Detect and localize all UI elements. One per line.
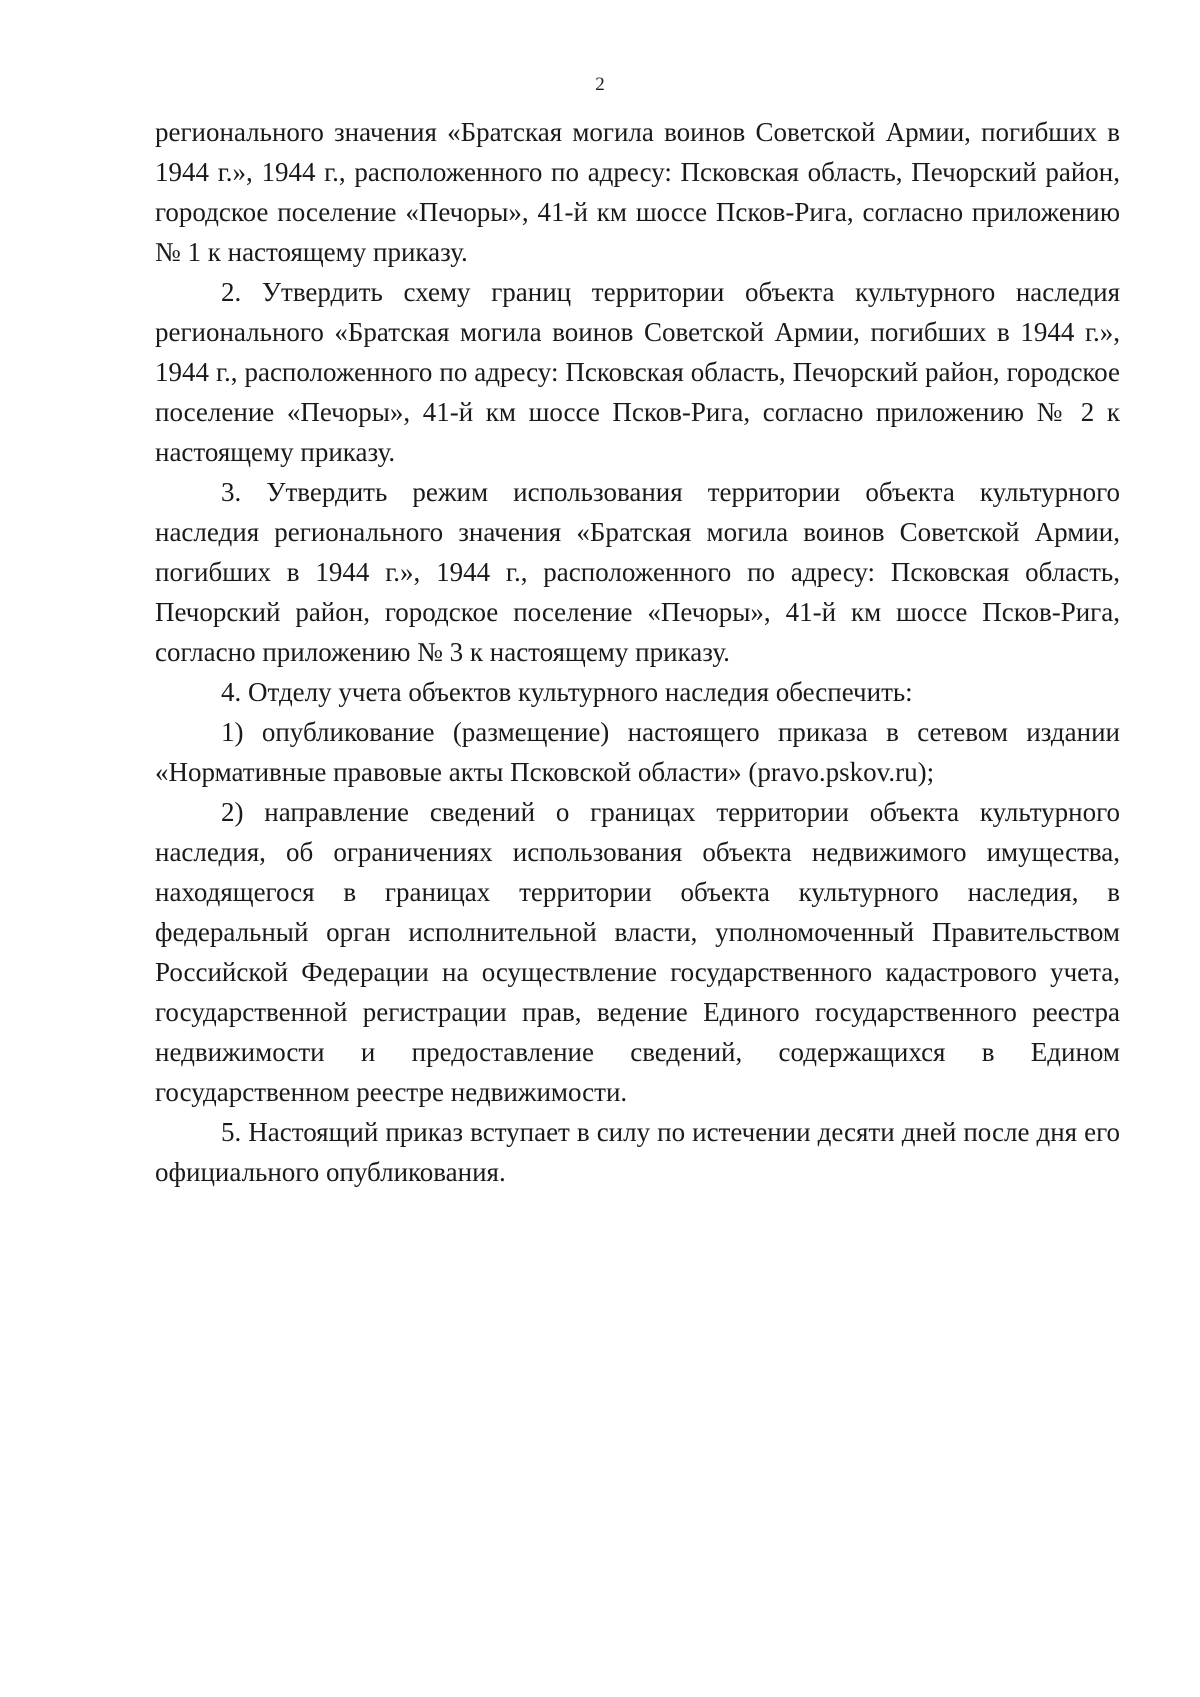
paragraph-item-4: 4. Отделу учета объектов культурного наследия обеспечить: [221, 677, 913, 707]
paragraph-subitem-2: 2) направление сведений о границах территории объекта культурного наследия, об ограничениях использования объекта недвижимого имущества, находящегося в границах территории объекта культурного наследия, в федеральный орган исполнительной власти, уполномоченный Правительством Российской Федерации на осуществление государственного кадастрового учета, государственной регистрации прав, ведение Единого государственного реестра недвижимости и предоставление сведений, содержащихся в Едином государственном реестре недвижимости. [155, 797, 1120, 1107]
paragraph-item-2: 2. Утвердить схему границ территории объекта культурного наследия регионального «Братская могила воинов Советской Армии, погибших в 1944 г.», 1944 г., расположенного по адресу: Псковская область, Печорский район, городское поселение «Печоры», 41-й км шоссе Псков-Рига, согласно приложению № 2 к настоящему приказу. [155, 277, 1120, 467]
paragraph-subitem-1: 1) опубликование (размещение) настоящего приказа в сетевом издании «Нормативные правовые акты Псковской области» (pravo.pskov.ru); [155, 717, 1120, 787]
paragraph-item-3: 3. Утвердить режим использования территории объекта культурного наследия регионального значения «Братская могила воинов Советской Армии, погибших в 1944 г.», 1944 г., расположенного по адресу: Псковская область, Печорский район, городское поселение «Печоры», 41-й км шоссе Псков-Рига, согласно приложению № 3 к настоящему приказу. [155, 477, 1120, 667]
paragraph-continuation: регионального значения «Братская могила воинов Советской Армии, погибших в 1944 г.», 1944 г., расположенного по адресу: Псковская область, Печорский район, городское поселение «Печоры», 41-й км шоссе Псков-Рига, согласно приложению № 1 к настоящему приказу. [155, 117, 1120, 267]
page-number: 2 [595, 74, 605, 95]
paragraph-item-5: 5. Настоящий приказ вступает в силу по истечении десяти дней после дня его официального опубликования. [155, 1117, 1120, 1187]
document-body [155, 112, 1120, 1192]
